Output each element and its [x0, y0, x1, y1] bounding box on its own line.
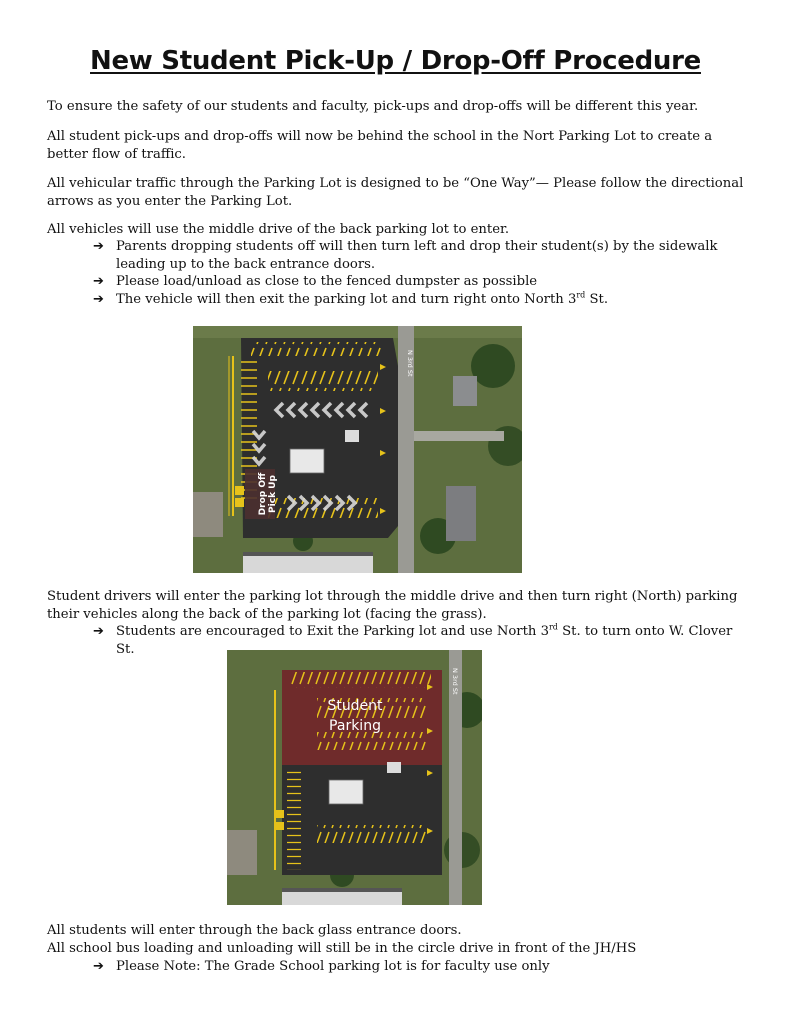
student-label: Student	[327, 698, 383, 714]
student-parking-map	[227, 650, 482, 905]
bus-loading-paragraph: All school bus loading and unloading will still be in the circle drive in front of the JH/HS	[47, 941, 637, 956]
arrow-bullet-icon: ➔	[93, 624, 104, 639]
dropoff-pickup-map	[193, 326, 522, 573]
middle-drive-paragraph: All vehicles will use the middle drive of the back parking lot to enter.	[47, 222, 510, 237]
arrow-bullet-icon: ➔	[93, 959, 104, 974]
bullet-item: ➔ Students are encouraged to Exit the Parking lot and use North 3rd St. to turn onto W. Clover St.	[93, 622, 733, 657]
location-paragraph: All student pick-ups and drop-offs will now be behind the school in the Nort Parking Lot to create a better flow of traffic.	[47, 129, 713, 162]
arrow-bullet-icon: ➔	[93, 274, 104, 289]
entrance-doors-paragraph: All students will enter through the back glass entrance doors.	[47, 923, 462, 938]
student-parking-map-image	[227, 650, 482, 905]
bullet-item: ➔ Please load/unload as close to the fenced dumpster as possible	[93, 274, 538, 289]
bullet-item: ➔ The vehicle will then exit the parking lot and turn right onto North 3rd St.	[93, 290, 609, 307]
street-label: N 3rd St	[406, 350, 414, 377]
one-way-paragraph: All vehicular traffic through the Parking Lot is designed to be “One Way”— Please follow the directional arrows as you enter the Parking Lot.	[47, 176, 744, 209]
bullet-item: ➔ Please Note: The Grade School parking lot is for faculty use only	[93, 959, 550, 974]
page-title: New Student Pick-Up / Drop-Off Procedure	[90, 46, 701, 76]
student-drivers-paragraph: Student drivers will enter the parking lot through the middle drive and then turn right (North) parking their vehicles along the back of the parking lot (facing the grass).	[47, 589, 738, 622]
parking-label: Parking	[329, 718, 381, 734]
arrow-bullet-icon: ➔	[93, 239, 104, 254]
bullet-item: ➔ Parents dropping students off will then turn left and drop their student(s) by the sidewalk leading up to the back entrance doors.	[93, 239, 718, 272]
pickup-label: Pick Up	[268, 475, 278, 513]
intro-paragraph: To ensure the safety of our students and faculty, pick-ups and drop-offs will be different this year.	[47, 99, 699, 114]
dropoff-label: Drop Off	[258, 472, 268, 516]
street-label: N 3rd St	[451, 668, 459, 695]
dropoff-map-image	[193, 326, 522, 573]
arrow-bullet-icon: ➔	[93, 292, 104, 307]
